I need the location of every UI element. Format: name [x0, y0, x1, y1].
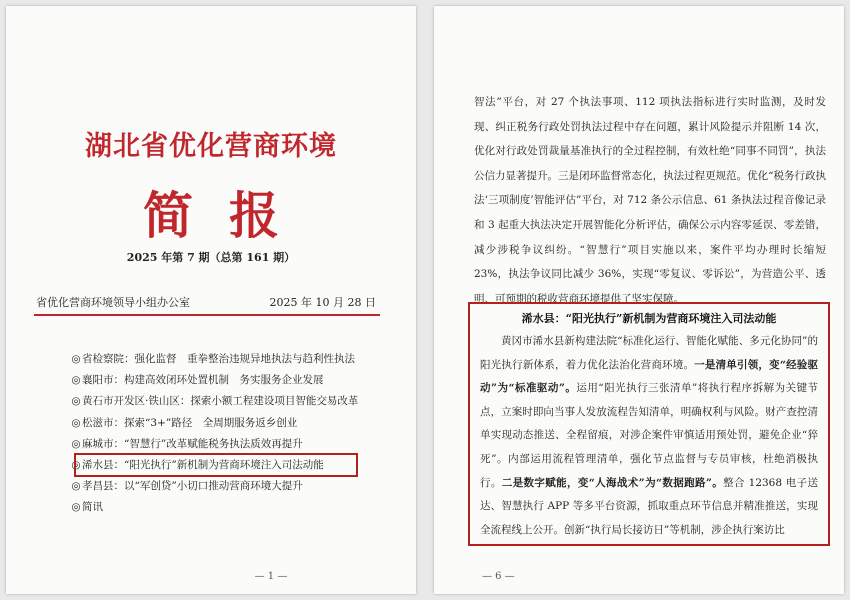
bullet-icon: ◎ — [71, 501, 81, 514]
bullet-icon: ◎ — [71, 395, 81, 408]
toc-item[interactable] — [70, 497, 400, 518]
masthead-title: 湖北省优化营商环境 — [85, 131, 337, 162]
article-text-1: 运用“阳光执行三张清单”将执行程序拆解为关键节点，立案时即向当事人发放流程告知清单，明确权利与风险。财产查控清单实现动态推送、全程留痕，对涉企案件审慎适用预处罚，避免企业“猝死”。内部运用流程管理清单，强化节点监督与专员审核，杜绝消极执行。 — [480, 382, 818, 489]
toc-item[interactable] — [70, 413, 400, 434]
toc-highlight-box — [74, 453, 358, 477]
table-of-contents — [70, 349, 400, 519]
issue-date: 2025 年 10 月 28 日 — [269, 296, 376, 309]
right-page — [434, 6, 844, 594]
article-point-2: 二是数字赋能，变“人海战术”为“数据跑路”。 — [501, 476, 724, 489]
bullet-icon: ◎ — [71, 374, 81, 387]
toc-item[interactable] — [70, 476, 400, 497]
toc-item-text: 麻城市：“智慧行”改革赋能税务执法质效再提升 — [82, 437, 303, 450]
page-number: — 1 — — [254, 571, 288, 582]
bullet-icon: ◎ — [71, 353, 81, 365]
highlighted-article — [468, 302, 830, 546]
bullet-icon: ◎ — [71, 480, 81, 493]
toc-item-text: 孝昌县：以“军创贷”小切口推动营商环境大提升 — [82, 480, 303, 493]
continued-body-text: 智法”平台，对 27 个执法事项、112 项执法指标进行实时监测，及时发现、纠正税务行政处罚执法过程中存在问题，累计风险提示并阻断 14 次，优化对行政处罚裁量基准执行的全过程控制，有效杜绝“同事不同罚”，执法公信力显著提升。三是闭环监督常态化，执法过程更规范。优化“税务行政执法‘三项制度’智能评估”平台，对 712 条公示信息、61 条执法过程音像记录和 3 起重大执法决定开展智能化分析评估，确保公示内容零延误、零差错，减少涉税争议纠纷。“智慧行”项目实施以来，案件平均办理时长缩短 23%，执法争议同比减少 36%，实现“零复议、零诉讼”，为营造公平、透明、可预期的税收营商环境提供了坚实保障。 — [474, 96, 826, 305]
toc-item-text: 黄石市开发区·铁山区：探索小额工程建设项目智能交易改革 — [82, 395, 359, 408]
toc-item-text: 松滋市：探索“3+”路径 全周期服务返乡创业 — [82, 416, 298, 429]
page-number: — 6 — — [482, 571, 515, 582]
toc-item-text: 浠水县：“阳光执行”新机制为营商环境注入司法动能 — [82, 459, 324, 472]
toc-item[interactable] — [70, 391, 400, 412]
bullet-icon: ◎ — [71, 459, 81, 472]
toc-item[interactable] — [70, 370, 400, 391]
toc-item-text: 省检察院：强化监督 重拳整治违规异地执法与趋利性执法 — [82, 353, 355, 365]
red-divider — [34, 314, 380, 316]
issuing-office: 省优化营商环境领导小组办公室 — [36, 296, 190, 309]
toc-item[interactable] — [70, 349, 400, 370]
toc-item-text: 襄阳市：构建高效闭环处置机制 务实服务企业发展 — [82, 374, 324, 387]
article-intro: 黄冈市浠水县新构建法院“标准化运行、智能化赋能、多元化协同”的阳光执行新体系，着力优化法治化营商环境。 — [480, 335, 818, 371]
article-title: 浠水县：“阳光执行”新机制为营商环境注入司法动能 — [521, 312, 777, 325]
article-body — [480, 330, 818, 542]
masthead-subtitle: 简报 — [143, 186, 315, 245]
toc-item[interactable] — [70, 434, 400, 455]
bullet-icon: ◎ — [71, 416, 81, 429]
article-text-2: 整合 12368 电子送达、智慧执行 APP 等多平台资源，抓取重点环节信息并精准推送，实现全流程线上公开。创新“执行局长接访日”等机制，涉企执行案访比 — [480, 476, 818, 536]
toc-item-text: 简讯 — [82, 501, 103, 514]
bullet-icon: ◎ — [71, 437, 81, 450]
left-page — [6, 6, 416, 594]
issue-number: 2025 年第 7 期（总第 161 期） — [126, 251, 296, 264]
article-point-1: 一是清单引领，变“经验驱动”为“标准驱动”。 — [480, 358, 819, 395]
